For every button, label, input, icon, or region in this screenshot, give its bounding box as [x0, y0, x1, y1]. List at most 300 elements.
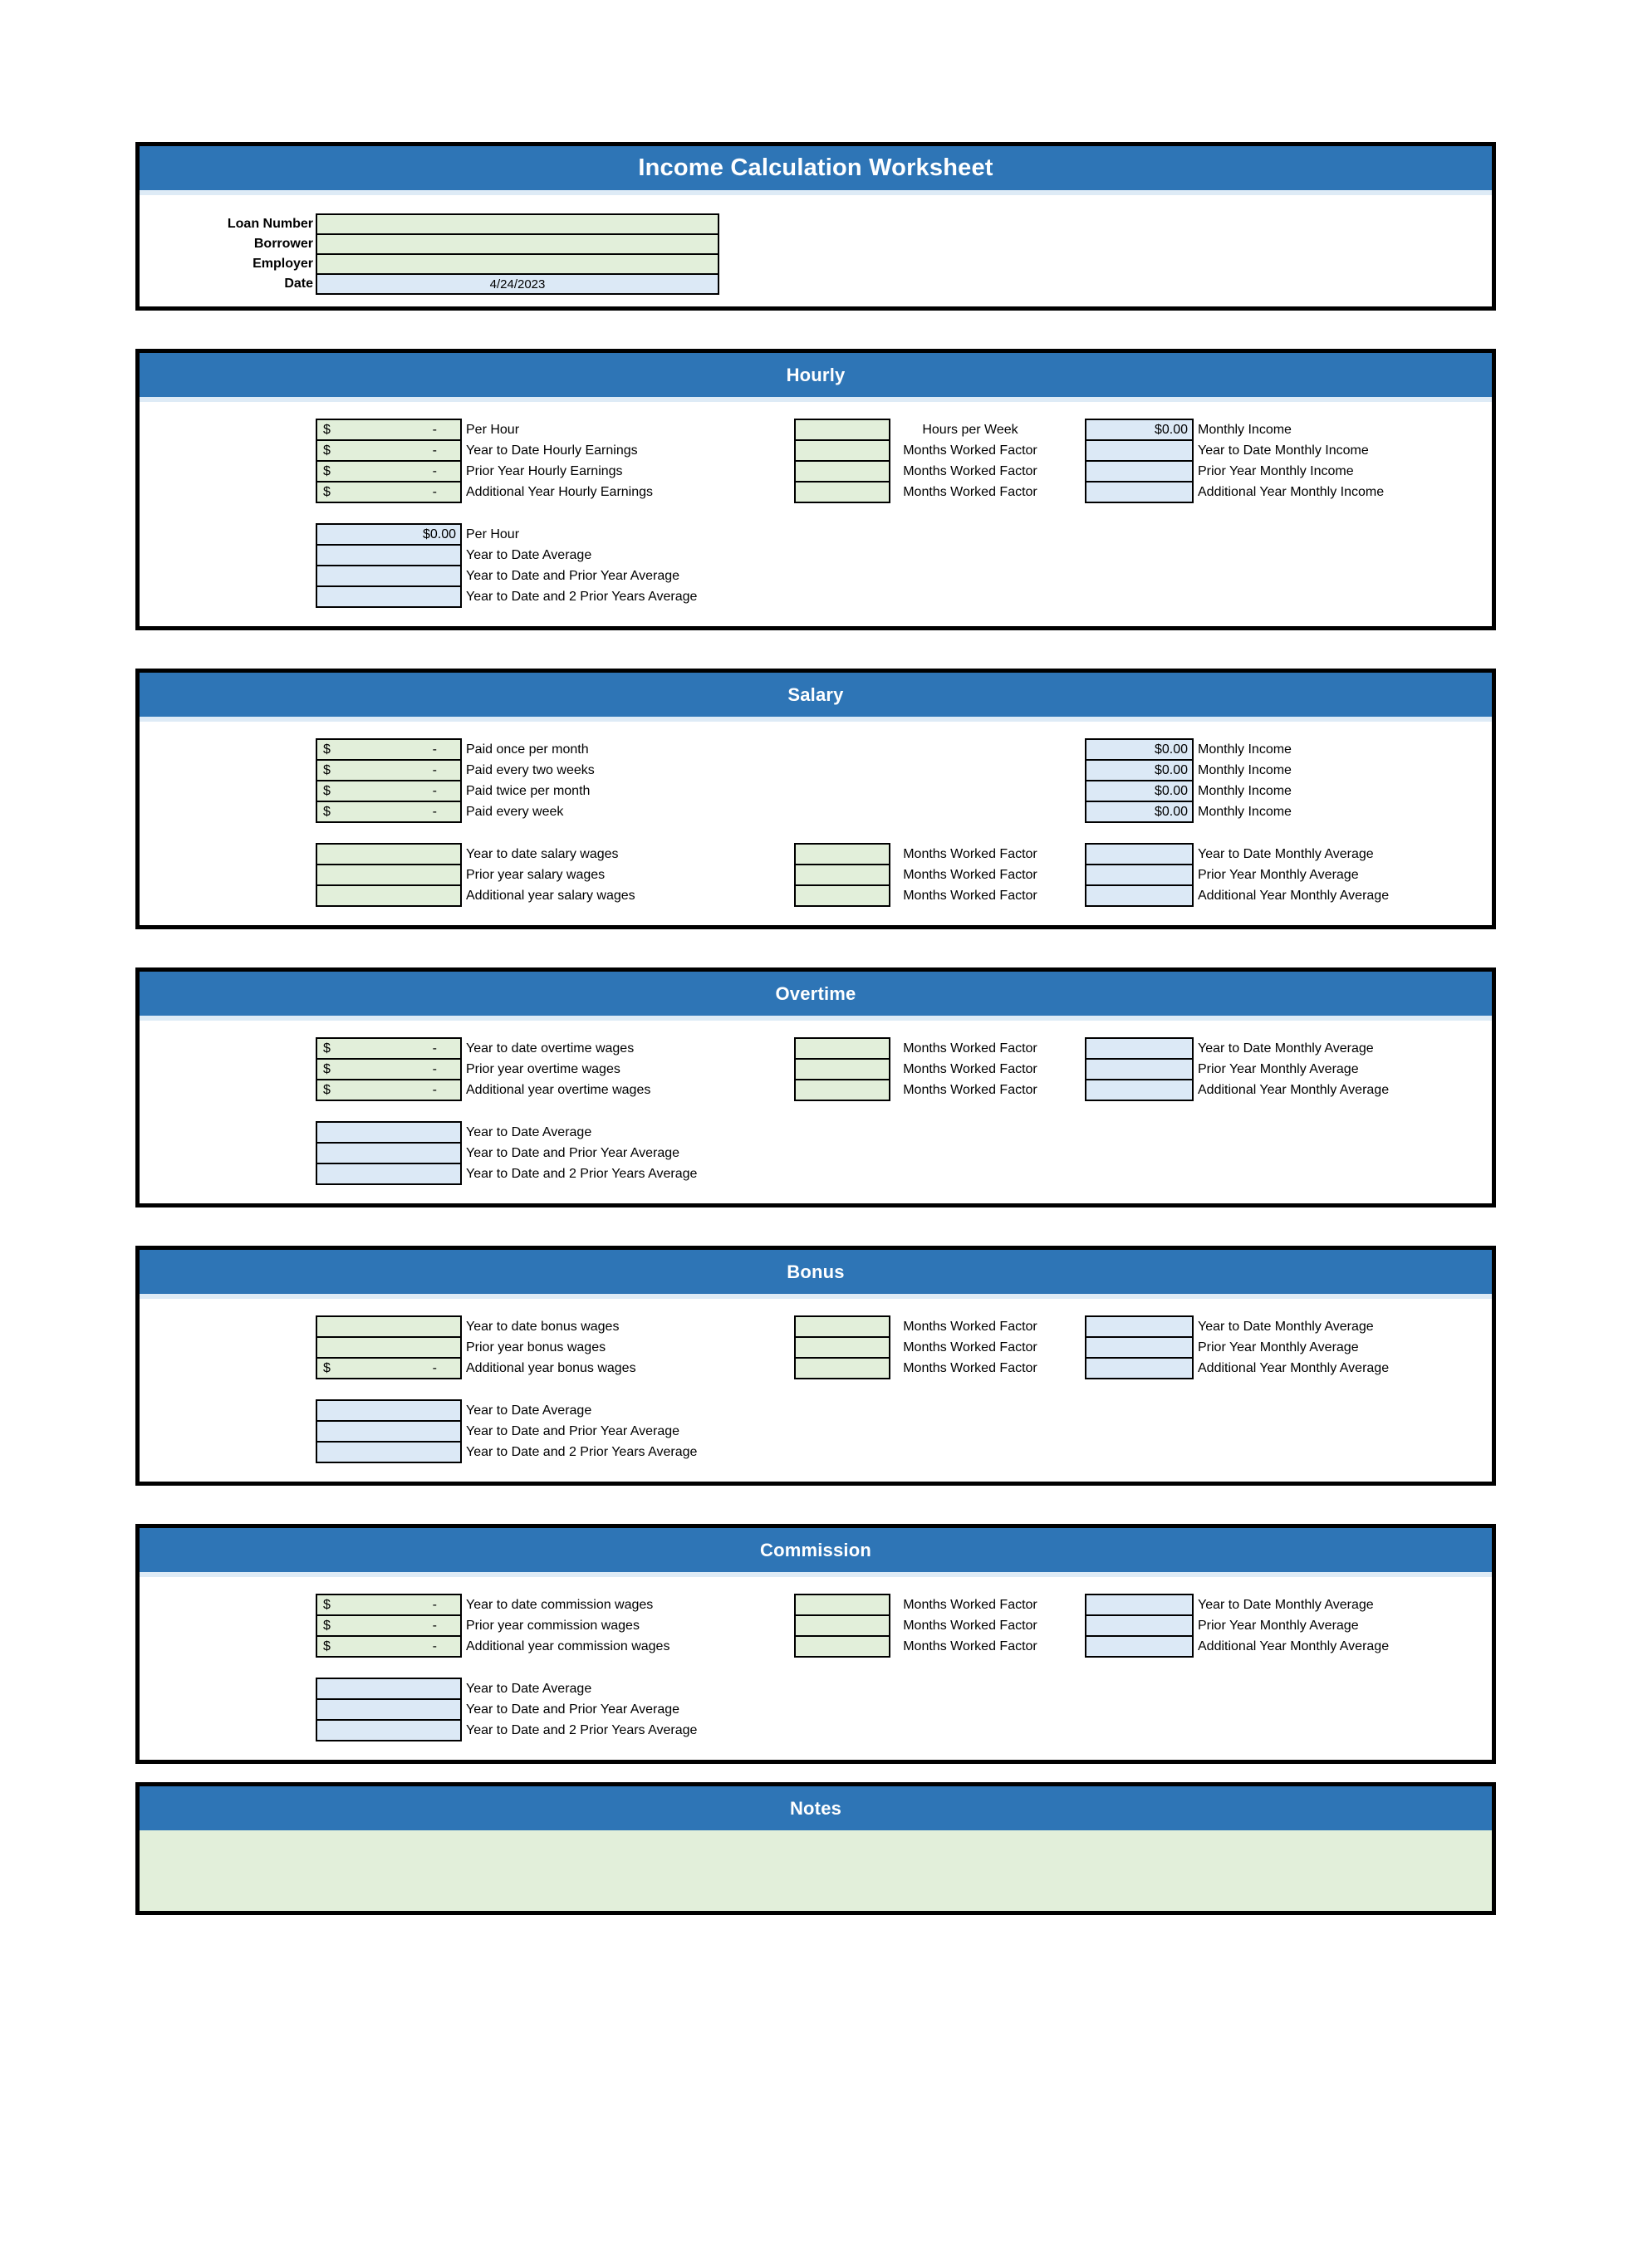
employer-label: Employer — [253, 257, 313, 271]
hourly-year-to-date-hourly-earnings-cell[interactable] — [316, 439, 462, 462]
overtime-row — [140, 1163, 1492, 1185]
overtime-year-to-date-and-prior-year-average-label: Year to Date and Prior Year Average — [466, 1145, 680, 1160]
spacer — [1050, 419, 1085, 441]
salary-rows — [140, 722, 1492, 925]
spacer — [140, 460, 316, 483]
spacer — [140, 1315, 316, 1338]
overtime-row — [140, 1142, 1492, 1164]
spacer — [140, 864, 316, 886]
salary-group — [140, 738, 1492, 823]
hourly-year-to-date-monthly-income-label: Year to Date Monthly Income — [1198, 443, 1369, 458]
hourly-monthly-income-cell[interactable]: $0.00 — [1085, 419, 1194, 441]
spacer — [140, 565, 316, 587]
spacer — [140, 523, 316, 546]
spacer — [140, 419, 316, 441]
hourly-months-worked-factor-cell[interactable] — [794, 460, 890, 483]
spacer — [140, 780, 316, 802]
hourly-rows — [140, 402, 1492, 626]
commission-group — [140, 1594, 1492, 1658]
spacer — [1050, 1635, 1085, 1658]
salary-monthly-income-label: Monthly Income — [1198, 762, 1292, 777]
overtime-year-to-date-monthly-average-cell[interactable] — [1085, 1037, 1194, 1060]
hourly-year-to-date-average-cell[interactable] — [316, 544, 462, 566]
salary-months-worked-factor-label: Months Worked Factor — [903, 867, 1037, 882]
hourly-monthly-income-label: Monthly Income — [1198, 422, 1292, 437]
overtime-year-to-date-overtime-wages-label: Year to date overtime wages — [466, 1041, 635, 1056]
bonus-prior-year-bonus-wages-cell[interactable] — [316, 1336, 462, 1359]
overtime-months-worked-factor-label: Months Worked Factor — [903, 1041, 1037, 1056]
spacer — [140, 1163, 316, 1185]
spacer — [1050, 1594, 1085, 1616]
bonus-row — [140, 1420, 1492, 1443]
hourly-per-hour-cell[interactable] — [316, 419, 462, 441]
commission-row — [140, 1698, 1492, 1721]
hourly-group — [140, 523, 1492, 608]
dollar-sign: $ — [323, 1061, 331, 1076]
salary-paid-once-per-month-label: Paid once per month — [466, 742, 589, 757]
hourly-year-to-date-and-2-prior-years-average-label: Year to Date and 2 Prior Years Average — [466, 589, 698, 604]
hourly-months-worked-factor-label: Months Worked Factor — [903, 443, 1037, 458]
salary-monthly-income-cell[interactable]: $0.00 — [1085, 780, 1194, 802]
salary-row — [140, 759, 1492, 781]
commission-year-to-date-and-2-prior-years-average-label: Year to Date and 2 Prior Years Average — [466, 1722, 698, 1737]
salary-year-to-date-monthly-average-label: Year to Date Monthly Average — [1198, 846, 1374, 861]
bonus-rows — [140, 1299, 1492, 1482]
dollar-sign: $ — [323, 463, 331, 478]
date-input[interactable]: 4/24/2023 — [316, 273, 719, 295]
bonus-additional-year-bonus-wages-cell[interactable] — [316, 1357, 462, 1379]
bonus-additional-year-monthly-average-cell[interactable] — [1085, 1357, 1194, 1379]
hourly-row — [140, 419, 1492, 441]
overtime-title-band — [140, 972, 1492, 1016]
bonus-prior-year-bonus-wages-label: Prior year bonus wages — [466, 1340, 606, 1354]
spacer — [140, 1142, 316, 1164]
commission-months-worked-factor-cell[interactable] — [794, 1594, 890, 1616]
accounting-blank-dash: - — [432, 1061, 437, 1076]
bonus-prior-year-monthly-average-cell[interactable] — [1085, 1336, 1194, 1359]
commission-additional-year-commission-wages-cell[interactable] — [316, 1635, 462, 1658]
spacer — [1050, 738, 1085, 761]
employer-row — [140, 253, 1492, 275]
dollar-sign: $ — [323, 762, 331, 777]
hourly-year-to-date-and-prior-year-average-label: Year to Date and Prior Year Average — [466, 568, 680, 583]
overtime-additional-year-overtime-wages-label: Additional year overtime wages — [466, 1082, 651, 1097]
accounting-blank-dash: - — [432, 1639, 437, 1653]
overtime-year-to-date-average-cell[interactable] — [316, 1121, 462, 1144]
hourly-prior-year-monthly-income-cell[interactable] — [1085, 460, 1194, 483]
salary-monthly-income-label: Monthly Income — [1198, 804, 1292, 819]
spacer — [1050, 1614, 1085, 1637]
salary-group — [140, 843, 1492, 907]
salary-paid-twice-per-month-cell[interactable] — [316, 780, 462, 802]
bonus-year-to-date-bonus-wages-cell[interactable] — [316, 1315, 462, 1338]
bonus-additional-year-monthly-average-label: Additional Year Monthly Average — [1198, 1360, 1390, 1375]
salary-months-worked-factor-cell[interactable] — [794, 843, 890, 865]
hourly-additional-year-hourly-earnings-cell[interactable] — [316, 481, 462, 503]
spacer — [1050, 1079, 1085, 1101]
commission-group — [140, 1678, 1492, 1741]
overtime-months-worked-factor-cell[interactable] — [794, 1058, 890, 1080]
spacer — [140, 1635, 316, 1658]
salary-paid-twice-per-month-label: Paid twice per month — [466, 783, 591, 798]
hourly-months-worked-factor-cell[interactable] — [794, 439, 890, 462]
salary-months-worked-factor-label: Months Worked Factor — [903, 846, 1037, 861]
hourly-row — [140, 523, 1492, 546]
overtime-months-worked-factor-label: Months Worked Factor — [903, 1082, 1037, 1097]
commission-months-worked-factor-cell[interactable] — [794, 1635, 890, 1658]
section-commission — [135, 1524, 1496, 1764]
commission-year-to-date-monthly-average-cell[interactable] — [1085, 1594, 1194, 1616]
salary-row — [140, 864, 1492, 886]
hourly-additional-year-hourly-earnings-label: Additional Year Hourly Earnings — [466, 484, 654, 499]
salary-monthly-income-cell[interactable]: $0.00 — [1085, 738, 1194, 761]
hourly-prior-year-monthly-income-label: Prior Year Monthly Income — [1198, 463, 1354, 478]
salary-additional-year-monthly-average-cell[interactable] — [1085, 884, 1194, 907]
employer-input[interactable] — [316, 253, 719, 275]
salary-row — [140, 843, 1492, 865]
dollar-sign: $ — [323, 1597, 331, 1612]
spacer — [140, 1678, 316, 1700]
hourly-per-hour-label: Per Hour — [466, 422, 520, 437]
salary-row — [140, 884, 1492, 907]
spacer — [1050, 759, 1085, 781]
hourly-year-to-date-hourly-earnings-label: Year to Date Hourly Earnings — [466, 443, 638, 458]
commission-additional-year-monthly-average-cell[interactable] — [1085, 1635, 1194, 1658]
bonus-additional-year-bonus-wages-label: Additional year bonus wages — [466, 1360, 636, 1375]
salary-months-worked-factor-cell[interactable] — [794, 884, 890, 907]
accounting-blank-dash: - — [432, 762, 437, 777]
salary-paid-every-week-label: Paid every week — [466, 804, 564, 819]
hourly-prior-year-hourly-earnings-label: Prior Year Hourly Earnings — [466, 463, 623, 478]
accounting-blank-dash: - — [432, 783, 437, 798]
salary-year-to-date-monthly-average-cell[interactable] — [1085, 843, 1194, 865]
accounting-blank-dash: - — [432, 1597, 437, 1612]
hourly-hours-per-week-label: Hours per Week — [922, 422, 1018, 437]
spacer — [1050, 481, 1085, 503]
commission-year-to-date-commission-wages-cell[interactable] — [316, 1594, 462, 1616]
accounting-blank-dash: - — [432, 463, 437, 478]
bonus-prior-year-monthly-average-label: Prior Year Monthly Average — [1198, 1340, 1359, 1354]
notes-title-band — [140, 1786, 1492, 1830]
hourly-additional-year-monthly-income-label: Additional Year Monthly Income — [1198, 484, 1385, 499]
spacer — [1050, 439, 1085, 462]
salary-row — [140, 738, 1492, 761]
spacer — [140, 1058, 316, 1080]
hourly-title-band — [140, 353, 1492, 397]
spacer — [140, 801, 316, 823]
spacer — [140, 1357, 316, 1379]
bonus-year-to-date-monthly-average-label: Year to Date Monthly Average — [1198, 1319, 1374, 1334]
loan-number-row — [140, 213, 1492, 235]
hourly-row — [140, 544, 1492, 566]
overtime-prior-year-overtime-wages-label: Prior year overtime wages — [466, 1061, 620, 1076]
bonus-months-worked-factor-label: Months Worked Factor — [903, 1340, 1037, 1354]
hourly-group — [140, 419, 1492, 503]
spacer — [1050, 1058, 1085, 1080]
section-notes — [135, 1782, 1496, 1915]
spacer — [140, 759, 316, 781]
spacer — [1050, 780, 1085, 802]
commission-row — [140, 1614, 1492, 1637]
commission-additional-year-commission-wages-label: Additional year commission wages — [466, 1639, 670, 1653]
overtime-months-worked-factor-label: Months Worked Factor — [903, 1061, 1037, 1076]
bonus-row — [140, 1357, 1492, 1379]
overtime-year-to-date-overtime-wages-cell[interactable] — [316, 1037, 462, 1060]
hourly-hours-per-week-cell[interactable] — [794, 419, 890, 441]
spacer — [1050, 1315, 1085, 1338]
overtime-year-to-date-monthly-average-label: Year to Date Monthly Average — [1198, 1041, 1374, 1056]
accounting-blank-dash: - — [432, 1082, 437, 1097]
salary-prior-year-monthly-average-cell[interactable] — [1085, 864, 1194, 886]
salary-monthly-income-cell[interactable]: $0.00 — [1085, 759, 1194, 781]
header-title-band — [140, 146, 1492, 190]
commission-year-to-date-and-2-prior-years-average-cell[interactable] — [316, 1719, 462, 1741]
bonus-year-to-date-and-2-prior-years-average-label: Year to Date and 2 Prior Years Average — [466, 1444, 698, 1459]
dollar-sign: $ — [323, 804, 331, 819]
salary-title: Salary — [787, 683, 844, 705]
overtime-year-to-date-and-2-prior-years-average-label: Year to Date and 2 Prior Years Average — [466, 1166, 698, 1181]
spacer — [140, 1594, 316, 1616]
spacer — [140, 1719, 316, 1741]
commission-year-to-date-and-prior-year-average-cell[interactable] — [316, 1698, 462, 1721]
worksheet-page — [0, 142, 1643, 2268]
bonus-months-worked-factor-label: Months Worked Factor — [903, 1360, 1037, 1375]
spacer — [140, 481, 316, 503]
commission-year-to-date-average-label: Year to Date Average — [466, 1681, 592, 1696]
page-title: Income Calculation Worksheet — [638, 154, 993, 181]
commission-additional-year-monthly-average-label: Additional Year Monthly Average — [1198, 1639, 1390, 1653]
commission-row — [140, 1719, 1492, 1741]
salary-prior-year-salary-wages-cell[interactable] — [316, 864, 462, 886]
salary-prior-year-monthly-average-label: Prior Year Monthly Average — [1198, 867, 1359, 882]
salary-prior-year-salary-wages-label: Prior year salary wages — [466, 867, 606, 882]
hourly-year-to-date-average-label: Year to Date Average — [466, 547, 592, 562]
spacer — [140, 1698, 316, 1721]
dollar-sign: $ — [323, 783, 331, 798]
bonus-year-to-date-average-label: Year to Date Average — [466, 1403, 592, 1418]
bonus-row — [140, 1441, 1492, 1463]
dollar-sign: $ — [323, 1618, 331, 1633]
spacer — [140, 1420, 316, 1443]
spacer — [1050, 801, 1085, 823]
accounting-blank-dash: - — [432, 443, 437, 458]
salary-title-band — [140, 673, 1492, 717]
dollar-sign: $ — [323, 443, 331, 458]
spacer — [140, 1441, 316, 1463]
header-fields — [140, 195, 1492, 306]
loan-number-label: Loan Number — [227, 217, 313, 231]
commission-year-to-date-and-prior-year-average-label: Year to Date and Prior Year Average — [466, 1702, 680, 1717]
section-salary — [135, 669, 1496, 929]
overtime-prior-year-overtime-wages-cell[interactable] — [316, 1058, 462, 1080]
section-bonus — [135, 1246, 1496, 1486]
overtime-months-worked-factor-cell[interactable] — [794, 1037, 890, 1060]
accounting-blank-dash: - — [432, 742, 437, 757]
spacer — [140, 1079, 316, 1101]
hourly-prior-year-hourly-earnings-cell[interactable] — [316, 460, 462, 483]
salary-paid-once-per-month-cell[interactable] — [316, 738, 462, 761]
hourly-title: Hourly — [786, 364, 846, 385]
bonus-months-worked-factor-cell[interactable] — [794, 1336, 890, 1359]
accounting-blank-dash: - — [432, 484, 437, 499]
spacer — [1050, 1357, 1085, 1379]
date-label: Date — [284, 277, 313, 291]
commission-prior-year-commission-wages-cell[interactable] — [316, 1614, 462, 1637]
overtime-year-to-date-average-label: Year to Date Average — [466, 1124, 592, 1139]
notes-title: Notes — [789, 1797, 842, 1819]
dollar-sign: $ — [323, 1639, 331, 1653]
hourly-row — [140, 481, 1492, 503]
dollar-sign: $ — [323, 1041, 331, 1056]
bonus-title-band — [140, 1250, 1492, 1294]
hourly-row — [140, 439, 1492, 462]
commission-row — [140, 1635, 1492, 1658]
bonus-group — [140, 1315, 1492, 1379]
notes-input[interactable] — [140, 1830, 1492, 1911]
salary-months-worked-factor-label: Months Worked Factor — [903, 888, 1037, 903]
overtime-rows — [140, 1021, 1492, 1203]
bonus-year-to-date-and-prior-year-average-cell[interactable] — [316, 1420, 462, 1443]
salary-paid-every-week-cell[interactable] — [316, 801, 462, 823]
overtime-prior-year-monthly-average-label: Prior Year Monthly Average — [1198, 1061, 1359, 1076]
salary-paid-every-two-weeks-cell[interactable] — [316, 759, 462, 781]
spacer — [140, 1614, 316, 1637]
commission-prior-year-commission-wages-label: Prior year commission wages — [466, 1618, 640, 1633]
bonus-row — [140, 1336, 1492, 1359]
bonus-year-to-date-and-prior-year-average-label: Year to Date and Prior Year Average — [466, 1423, 680, 1438]
commission-rows — [140, 1577, 1492, 1760]
hourly-year-to-date-and-2-prior-years-average-cell[interactable] — [316, 585, 462, 608]
overtime-row — [140, 1079, 1492, 1101]
overtime-prior-year-monthly-average-cell[interactable] — [1085, 1058, 1194, 1080]
spacer — [140, 439, 316, 462]
overtime-additional-year-monthly-average-cell[interactable] — [1085, 1079, 1194, 1101]
spacer — [1050, 864, 1085, 886]
bonus-year-to-date-bonus-wages-label: Year to date bonus wages — [466, 1319, 620, 1334]
accounting-blank-dash: - — [432, 422, 437, 437]
salary-paid-every-two-weeks-label: Paid every two weeks — [466, 762, 595, 777]
spacer — [140, 843, 316, 865]
spacer — [1050, 1336, 1085, 1359]
commission-year-to-date-commission-wages-label: Year to date commission wages — [466, 1597, 654, 1612]
salary-additional-year-salary-wages-label: Additional year salary wages — [466, 888, 635, 903]
hourly-year-to-date-monthly-income-cell[interactable] — [1085, 439, 1194, 462]
overtime-row — [140, 1121, 1492, 1144]
spacer — [1050, 460, 1085, 483]
overtime-row — [140, 1058, 1492, 1080]
section-hourly — [135, 349, 1496, 630]
overtime-title: Overtime — [775, 982, 856, 1004]
commission-year-to-date-monthly-average-label: Year to Date Monthly Average — [1198, 1597, 1374, 1612]
bonus-months-worked-factor-cell[interactable] — [794, 1357, 890, 1379]
spacer — [1050, 884, 1085, 907]
bonus-row — [140, 1315, 1492, 1338]
hourly-additional-year-monthly-income-cell[interactable] — [1085, 481, 1194, 503]
accounting-blank-dash: - — [432, 1618, 437, 1633]
commission-months-worked-factor-label: Months Worked Factor — [903, 1618, 1037, 1633]
overtime-row — [140, 1037, 1492, 1060]
hourly-per-hour-cell[interactable]: $0.00 — [316, 523, 462, 546]
salary-year-to-date-salary-wages-cell[interactable] — [316, 843, 462, 865]
overtime-year-to-date-and-2-prior-years-average-cell[interactable] — [316, 1163, 462, 1185]
salary-monthly-income-label: Monthly Income — [1198, 783, 1292, 798]
dollar-sign: $ — [323, 742, 331, 757]
hourly-row — [140, 585, 1492, 608]
dollar-sign: $ — [323, 1360, 331, 1375]
overtime-year-to-date-and-prior-year-average-cell[interactable] — [316, 1142, 462, 1164]
salary-months-worked-factor-cell[interactable] — [794, 864, 890, 886]
overtime-months-worked-factor-cell[interactable] — [794, 1079, 890, 1101]
hourly-per-hour-label: Per Hour — [466, 527, 520, 541]
dollar-sign: $ — [323, 484, 331, 499]
bonus-year-to-date-average-cell[interactable] — [316, 1399, 462, 1422]
loan-number-input[interactable] — [316, 213, 719, 235]
salary-monthly-income-cell[interactable]: $0.00 — [1085, 801, 1194, 823]
commission-months-worked-factor-label: Months Worked Factor — [903, 1639, 1037, 1653]
commission-year-to-date-average-cell[interactable] — [316, 1678, 462, 1700]
bonus-group — [140, 1399, 1492, 1463]
date-row — [140, 273, 1492, 295]
borrower-row — [140, 233, 1492, 255]
commission-row — [140, 1678, 1492, 1700]
salary-additional-year-salary-wages-cell[interactable] — [316, 884, 462, 907]
dollar-sign: $ — [323, 422, 331, 437]
bonus-months-worked-factor-cell[interactable] — [794, 1315, 890, 1338]
commission-title-band — [140, 1528, 1492, 1572]
bonus-year-to-date-and-2-prior-years-average-cell[interactable] — [316, 1441, 462, 1463]
overtime-group — [140, 1121, 1492, 1185]
overtime-group — [140, 1037, 1492, 1101]
salary-row — [140, 801, 1492, 823]
hourly-months-worked-factor-cell[interactable] — [794, 481, 890, 503]
section-overtime — [135, 967, 1496, 1207]
hourly-row — [140, 460, 1492, 483]
spacer — [140, 1037, 316, 1060]
overtime-additional-year-overtime-wages-cell[interactable] — [316, 1079, 462, 1101]
bonus-row — [140, 1399, 1492, 1422]
spacer — [1050, 843, 1085, 865]
borrower-input[interactable] — [316, 233, 719, 255]
overtime-additional-year-monthly-average-label: Additional Year Monthly Average — [1198, 1082, 1390, 1097]
spacer — [140, 1336, 316, 1359]
bonus-year-to-date-monthly-average-cell[interactable] — [1085, 1315, 1194, 1338]
hourly-months-worked-factor-label: Months Worked Factor — [903, 463, 1037, 478]
spacer — [140, 544, 316, 566]
section-header — [135, 142, 1496, 311]
salary-row — [140, 780, 1492, 802]
hourly-months-worked-factor-label: Months Worked Factor — [903, 484, 1037, 499]
commission-months-worked-factor-cell[interactable] — [794, 1614, 890, 1637]
borrower-label: Borrower — [253, 237, 313, 251]
commission-row — [140, 1594, 1492, 1616]
salary-year-to-date-salary-wages-label: Year to date salary wages — [466, 846, 619, 861]
hourly-row — [140, 565, 1492, 587]
salary-monthly-income-label: Monthly Income — [1198, 742, 1292, 757]
dollar-sign: $ — [323, 1082, 331, 1097]
accounting-blank-dash: - — [432, 1041, 437, 1056]
commission-months-worked-factor-label: Months Worked Factor — [903, 1597, 1037, 1612]
commission-title: Commission — [759, 1539, 872, 1560]
hourly-year-to-date-and-prior-year-average-cell[interactable] — [316, 565, 462, 587]
accounting-blank-dash: - — [432, 1360, 437, 1375]
spacer — [140, 738, 316, 761]
commission-prior-year-monthly-average-label: Prior Year Monthly Average — [1198, 1618, 1359, 1633]
spacer — [140, 1399, 316, 1422]
accounting-blank-dash: - — [432, 804, 437, 819]
bonus-title: Bonus — [787, 1261, 845, 1282]
commission-prior-year-monthly-average-cell[interactable] — [1085, 1614, 1194, 1637]
bonus-months-worked-factor-label: Months Worked Factor — [903, 1319, 1037, 1334]
